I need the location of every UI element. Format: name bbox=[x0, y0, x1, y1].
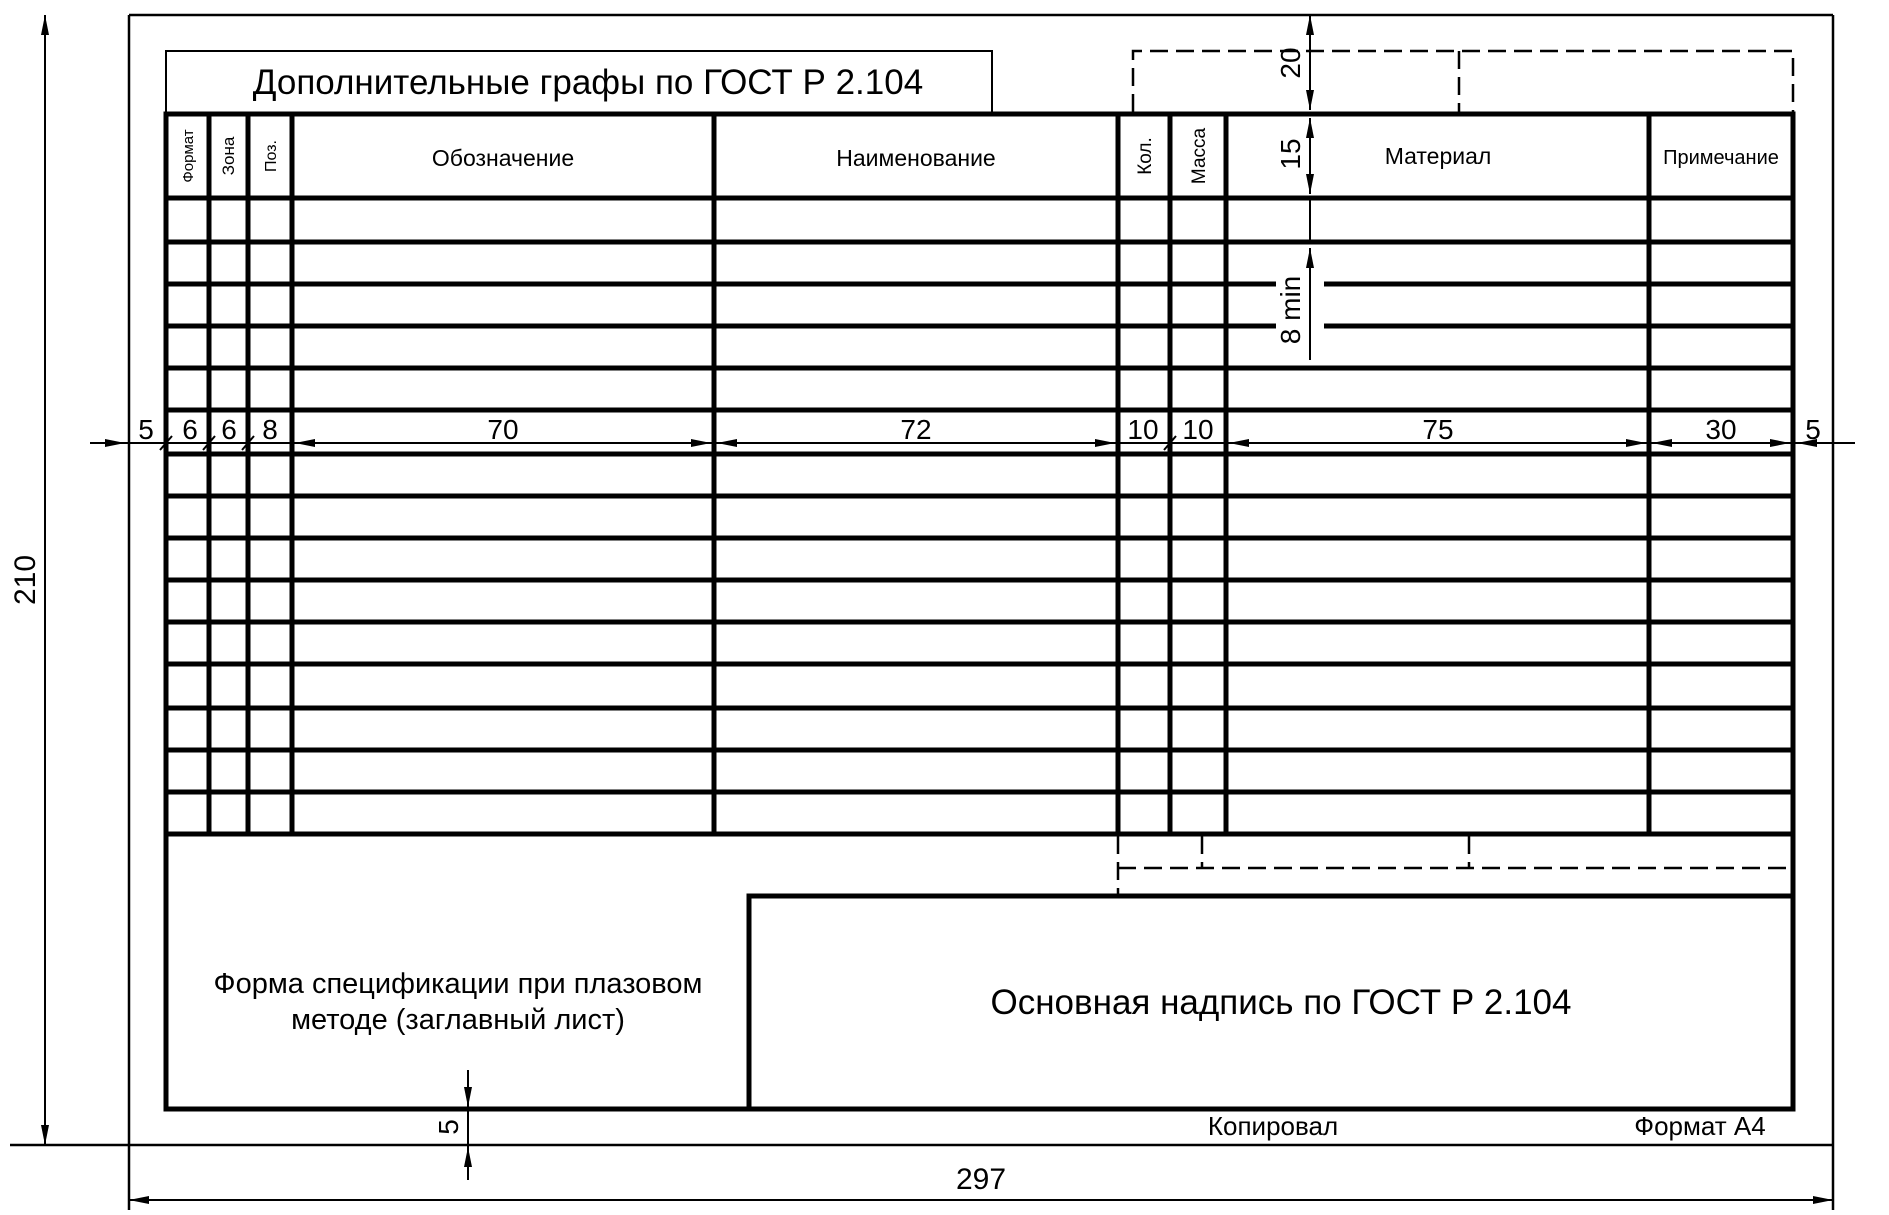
dim-sheet-height: 210 bbox=[9, 554, 42, 606]
spec-table bbox=[166, 114, 1793, 1109]
bottom-dashed-cells bbox=[1118, 836, 1793, 894]
header-format: Формат bbox=[180, 129, 197, 183]
header-primechanie: Примечание bbox=[1663, 147, 1779, 169]
dim-col-primechanie: 30 bbox=[1705, 414, 1737, 445]
width-dimension-line bbox=[90, 436, 1855, 450]
dim-col-zona: 6 bbox=[221, 414, 237, 445]
row-min-label-bg-2 bbox=[1310, 278, 1324, 358]
form-caption-line2: методе (заглавный лист) bbox=[291, 1004, 625, 1036]
dim-col-oboznachenie: 70 bbox=[487, 414, 519, 445]
header-oboznachenie: Обозначение bbox=[431, 145, 575, 171]
dim-margin-bottom: 5 bbox=[433, 1119, 464, 1135]
header-material: Материал bbox=[1384, 143, 1492, 169]
sheet-border bbox=[10, 15, 1833, 1210]
width-dimension-values bbox=[138, 414, 1821, 445]
dim-row-min: 8 min bbox=[1275, 275, 1306, 345]
dim-col-format: 6 bbox=[182, 414, 198, 445]
dim-col-kol: 10 bbox=[1127, 414, 1159, 445]
header-kol: Кол. bbox=[1135, 137, 1156, 175]
header-massa: Масса bbox=[1189, 127, 1210, 185]
top-dashed-cells bbox=[1133, 51, 1793, 112]
dim-header-height: 15 bbox=[1275, 138, 1306, 170]
additional-box-title: Дополнительные графы по ГОСТ Р 2.104 bbox=[252, 63, 924, 102]
header-labels bbox=[180, 127, 1779, 184]
header-zona: Зона bbox=[219, 136, 238, 176]
footer-copied: Копировал bbox=[1207, 1111, 1339, 1141]
dim-top-extra: 20 bbox=[1275, 47, 1306, 79]
title-block-caption: Основная надпись по ГОСТ Р 2.104 bbox=[990, 983, 1572, 1022]
dim-col-pos: 8 bbox=[262, 414, 278, 445]
header-naimenovanie: Наименование bbox=[836, 145, 996, 171]
dim-margin-left: 5 bbox=[138, 414, 154, 445]
dim-col-material: 75 bbox=[1422, 414, 1454, 445]
footer-format: Формат А4 bbox=[1634, 1111, 1766, 1141]
form-caption-line1: Форма спецификации при плазовом bbox=[213, 968, 703, 1000]
dim-col-naimenovanie: 72 bbox=[900, 414, 932, 445]
dim-sheet-width: 297 bbox=[955, 1163, 1007, 1196]
dim-margin-right: 5 bbox=[1805, 414, 1821, 445]
header-pos: Поз. bbox=[263, 140, 280, 172]
dim-col-massa: 10 bbox=[1182, 414, 1214, 445]
